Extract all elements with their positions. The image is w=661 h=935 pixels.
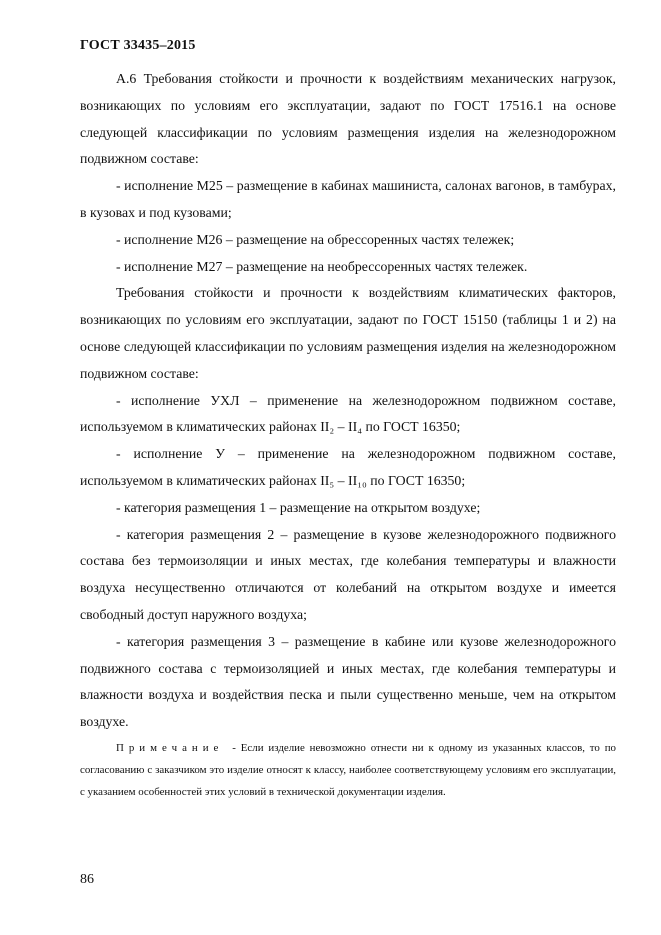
page-number: 86 xyxy=(80,872,94,887)
list-item-category-1: - категория размещения 1 – размещение на открытом воздухе; xyxy=(116,499,481,515)
note-label: Примечание xyxy=(116,741,224,754)
document-standard-header: ГОСТ 33435–2015 xyxy=(80,38,196,53)
document-body xyxy=(80,66,616,803)
section-a6-paragraph: А.6 Требования стойкости и прочности к воздействиям механических нагрузок, возникающих по условиям его эксплуатации, задают по ГОСТ 17516.1 на основе следующей классификации по условиям размещения изделия на железнодорожном подвижном составе: xyxy=(80,71,616,167)
note-paragraph xyxy=(80,738,616,803)
list-item-m26: - исполнение М26 – размещение на обрессоренных частях тележек; xyxy=(116,231,515,247)
list-item-category-3: - категория размещения 3 – размещение в кабине или кузове железнодорожного подвижного состава с термоизоляцией и иных местах, где колебания температуры и влажности воздуха и воздействия песка и пыли существенно меньше, чем на открытом воздухе. xyxy=(80,633,616,730)
note-text: - Если изделие невозможно отнести ни к одному из указанных классов, то по согласованию с заказчиком это изделие относят к классу, наиболее соответствующему условиям его эксплуатации, с указанием особенностей этих условий в технической документации изделия. xyxy=(80,741,616,798)
list-item-m27: - исполнение М27 – размещение на необрессоренных частях тележек. xyxy=(116,258,528,274)
climatic-requirements-paragraph: Требования стойкости и прочности к воздействиям климатических факторов, возникающих по условиям его эксплуатации, задают по ГОСТ 15150 (таблицы 1 и 2) на основе следующей классификации по условиям размещения изделия на железнодорожном подвижном составе: xyxy=(80,285,616,381)
list-item-m25: - исполнение М25 – размещение в кабинах машиниста, салонах вагонов, в тамбурах, в кузовах и под кузовами; xyxy=(80,178,616,220)
list-item-uhl: - исполнение УХЛ – применение на железнодорожном подвижном составе, используемом в климатических районах II₂ – II₄ по ГОСТ 16350; xyxy=(80,392,616,435)
list-item-u: - исполнение У – применение на железнодорожном подвижном составе, используемом в климатических районах II₅ – II₁₀ по ГОСТ 16350; xyxy=(80,446,616,488)
list-item-category-2: - категория размещения 2 – размещение в кузове железнодорожного подвижного состава без термоизоляции и иных местах, где колебания температуры и влажности воздуха несущественно отличаются от колебаний на открытом воздухе и имеется свободный доступ наружного воздуха; xyxy=(80,526,616,622)
